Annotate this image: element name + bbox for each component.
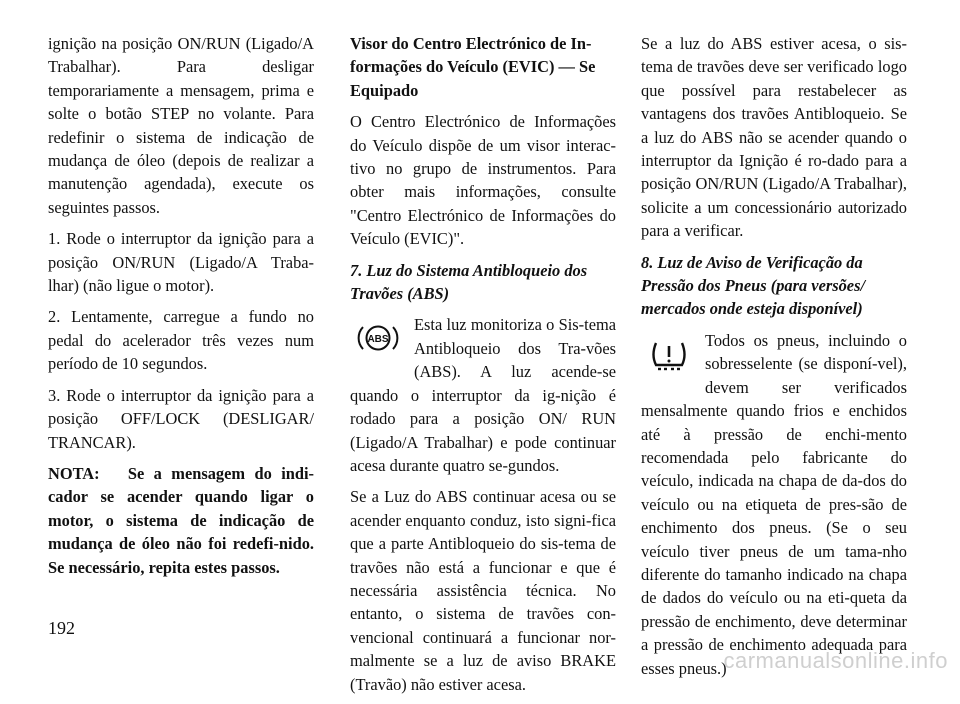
abs-paragraph-text: Esta luz monitoriza o Sis-tema Antibloqueio dos Tra-vões (ABS). A luz acende-se quando o interruptor da ig-nição é rodado para a posição ON/ RUN (Ligado/A Trabalhar) e pode continuar acesa durante quatro se-gundos. [350, 315, 616, 475]
abs-check-paragraph: Se a luz do ABS estiver acesa, o sis-tema de travões deve ser verificado logo que possível para restabelecer as vantagens dos travões Antibloqueio. Se a luz do ABS não se acender quando o interruptor da Ignição é ro-dado para a posição ON/RUN (Ligado/A Trabalhar), solicite a um concessionário autorizado para a verificar. [641, 34, 907, 241]
page-number: 192 [48, 618, 75, 638]
evic-paragraph: O Centro Electrónico de Informações do Veículo dispõe de um visor interac-tivo no grupo de instrumentos. Para obter mais informações, consulte "Centro Electrónico de Informações do Veículo (EVIC)". [350, 112, 616, 249]
evic-heading: Visor do Centro Electrónico de In-formações do Veículo (EVIC) — Se Equipado [350, 34, 596, 100]
note-text: Se a mensagem do indi-cador se acender quando ligar o motor, o sistema de indicação de mudança de óleo não foi redefi-nido. Se necessário, repita estes passos. [48, 463, 314, 577]
abs-heading: 7. Luz do Sistema Antibloqueio dos Travões (ABS) [350, 260, 588, 304]
tire-pressure-warning-icon [647, 339, 691, 379]
step-1: 1. Rode o interruptor da ignição para a posição ON/RUN (Ligado/A Traba-lhar) (não ligue o motor). [48, 229, 314, 296]
abs-warning-icon [356, 321, 400, 361]
column-middle [350, 32, 616, 704]
tpms-paragraph-text: Todos os pneus, incluindo o sobresselente (se disponí-vel), devem ser verificados mensalmente quando frios e enchidos até à pressão de enchi-mento recomendada pelo fabricante do veículo, indicada na chapa de da-dos do veículo ou na etiqueta de pres-são de enchimento dos pneus. (Se o seu veículo tiver pneus de um tama-nho diferente do tamanho indicado na chapa de dados do veículo ou na eti-queta da pressão de enchimento, deve determinar a pressão de enchimento adequada para esses pneus.) [641, 330, 907, 678]
column-left [48, 32, 314, 587]
note-label: NOTA: [48, 463, 100, 483]
step-3: 3. Rode o interruptor da ignição para a posição OFF/LOCK (DESLIGAR/ TRANCAR). [48, 385, 314, 452]
paragraph-oil-reset-intro: ignição na posição ON/RUN (Ligado/A Trabalhar). Para desligar temporariamente a mensagem, prima e solte o botão STEP no volante. Para redefinir o sistema de indicação de mudança de óleo (depois de realizar a manutenção agendada), execute os seguintes passos. [48, 34, 314, 217]
column-right [641, 32, 907, 688]
step-2: 2. Lentamente, carregue a fundo no pedal do acelerador três vezes num período de 10 segundos. [48, 307, 314, 374]
tpms-paragraph [641, 329, 907, 680]
abs-paragraph [350, 313, 616, 477]
abs-icon-text: ABS [367, 334, 389, 346]
note-paragraph [48, 462, 314, 579]
tpms-heading: 8. Luz de Aviso de Verificação da Pressão dos Pneus (para versões/ mercados onde esteja disponível) [641, 252, 866, 319]
watermark: carmanualsonline.info [723, 648, 948, 673]
abs-lit-paragraph: Se a Luz do ABS continuar acesa ou se acender enquanto conduz, isto signi-fica que a parte Antibloqueio do sis-tema de travões não está a funcionar e que é necessária assistência técnica. No entanto, o sistema de travões con-vencional continuará a funcionar nor-malmente se a luz de aviso BRAKE (Travão) não estiver acesa. [350, 487, 616, 694]
